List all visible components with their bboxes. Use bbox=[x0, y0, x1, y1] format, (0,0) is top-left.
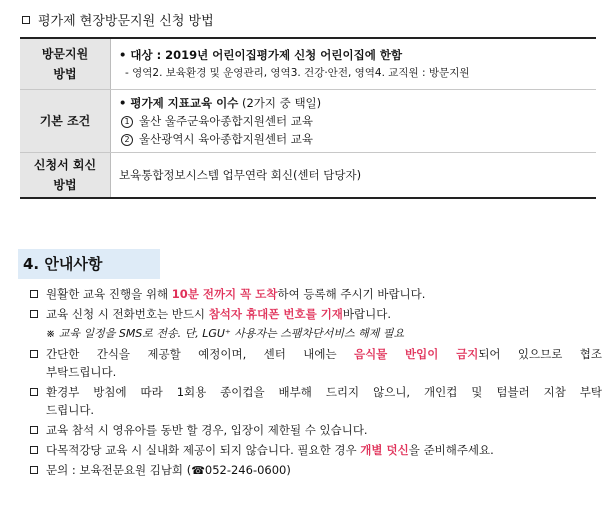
row-header-line: 신청서 회신 bbox=[33, 158, 97, 172]
notice-list bbox=[30, 285, 602, 482]
highlight-text: 개별 덧신 bbox=[360, 443, 409, 457]
checkbox-square-icon bbox=[30, 446, 38, 454]
checkbox-square-icon bbox=[22, 16, 30, 24]
row-header bbox=[20, 38, 111, 90]
table-row bbox=[20, 90, 596, 153]
highlight-text: 참석자 휴대폰 번호를 기재 bbox=[208, 307, 343, 321]
list-item bbox=[30, 383, 602, 419]
areas-line: - 영역2. 보육환경 및 운영관리, 영역3. 건강·안전, 영역4. 교직원 : 방문지원 bbox=[125, 67, 470, 79]
requirement-bold: • 평가제 지표교육 이수 bbox=[119, 96, 239, 110]
phone-number: 052-246-0600 bbox=[204, 463, 287, 477]
section-heading: 4. 안내사항 bbox=[18, 249, 160, 279]
checkbox-square-icon bbox=[30, 388, 38, 396]
list-item bbox=[30, 461, 602, 480]
row-header-line: 방법 bbox=[53, 67, 77, 81]
item-text: 교육 신청 시 전화번호는 반드시 bbox=[46, 307, 209, 321]
list-item bbox=[30, 421, 602, 439]
row-header-line: 방법 bbox=[53, 178, 77, 192]
checkbox-square-icon bbox=[30, 466, 38, 474]
item-text: 바랍니다. bbox=[342, 307, 392, 321]
table-row bbox=[20, 38, 596, 90]
item-text: 하여 등록해 주시기 바랍니다. bbox=[277, 287, 426, 301]
requirement-line bbox=[119, 94, 588, 112]
sms-note: ※ 교육 일정을 SMS로 전송. 단, LGU⁺ 사용자는 스팸차단서비스 해제 필요 bbox=[46, 327, 405, 340]
row-header: 기본 조건 bbox=[20, 90, 111, 153]
row-header bbox=[20, 153, 111, 199]
item-continuation: 부탁드립니다. bbox=[46, 365, 117, 379]
option-text: 울산광역시 육아종합지원센터 교육 bbox=[139, 132, 313, 146]
contact-text: 문의 : 보육전문요원 김남희 ( bbox=[46, 463, 192, 477]
item-continuation: 드립니다. bbox=[46, 403, 95, 417]
target-line: • 대상 : 2019년 어린이집평가제 신청 어린이집에 한함 bbox=[119, 48, 403, 62]
list-item bbox=[30, 345, 602, 381]
item-text: 교육 참석 시 영유아를 동반 할 경우, 입장이 제한될 수 있습니다. bbox=[46, 423, 368, 437]
contact-text: ) bbox=[286, 463, 291, 477]
circled-number-icon: 1 bbox=[121, 116, 133, 128]
phone-icon: ☎ bbox=[191, 464, 205, 477]
row-content: 보육통합정보시스템 업무연락 회신(센터 담당자) bbox=[111, 153, 597, 199]
item-text: 되어 있으므로 협조 bbox=[478, 347, 602, 361]
item-text: 을 준비해주세요. bbox=[408, 443, 494, 457]
item-text: 원활한 교육 진행을 위해 bbox=[46, 287, 172, 301]
highlight-text: 음식물 반입이 금지 bbox=[353, 347, 479, 361]
checkbox-square-icon bbox=[30, 350, 38, 358]
list-item bbox=[30, 441, 602, 459]
application-method-table bbox=[20, 37, 596, 199]
item-line: 환경부 방침에 따라 1회용 종이컵을 배부해 드리지 않으니, 개인컵 및 텀블러 지참 부탁 bbox=[46, 385, 602, 399]
row-header-line: 방문지원 bbox=[41, 47, 89, 61]
checkbox-square-icon bbox=[30, 426, 38, 434]
row-content bbox=[111, 90, 597, 153]
section-title bbox=[22, 10, 214, 29]
row-content bbox=[111, 38, 597, 90]
checkbox-square-icon bbox=[30, 290, 38, 298]
list-item bbox=[30, 305, 602, 323]
option-2 bbox=[119, 130, 588, 148]
circled-number-icon: 2 bbox=[121, 134, 133, 146]
item-line bbox=[46, 345, 602, 363]
list-item bbox=[30, 285, 602, 303]
highlight-text: 10분 전까지 꼭 도착 bbox=[171, 287, 278, 301]
option-text: 울산 울주군육아종합지원센터 교육 bbox=[139, 114, 313, 128]
item-text: 간단한 간식을 제공할 예정이며, 센터 내에는 bbox=[46, 347, 354, 361]
item-text: 다목적강당 교육 시 실내화 제공이 되지 않습니다. 필요한 경우 bbox=[46, 443, 361, 457]
requirement-rest: (2가지 중 택일) bbox=[238, 96, 322, 110]
option-1 bbox=[119, 112, 588, 130]
section-title-text: 평가제 현장방문지원 신청 방법 bbox=[38, 14, 214, 29]
table-row bbox=[20, 153, 596, 199]
checkbox-square-icon bbox=[30, 310, 38, 318]
